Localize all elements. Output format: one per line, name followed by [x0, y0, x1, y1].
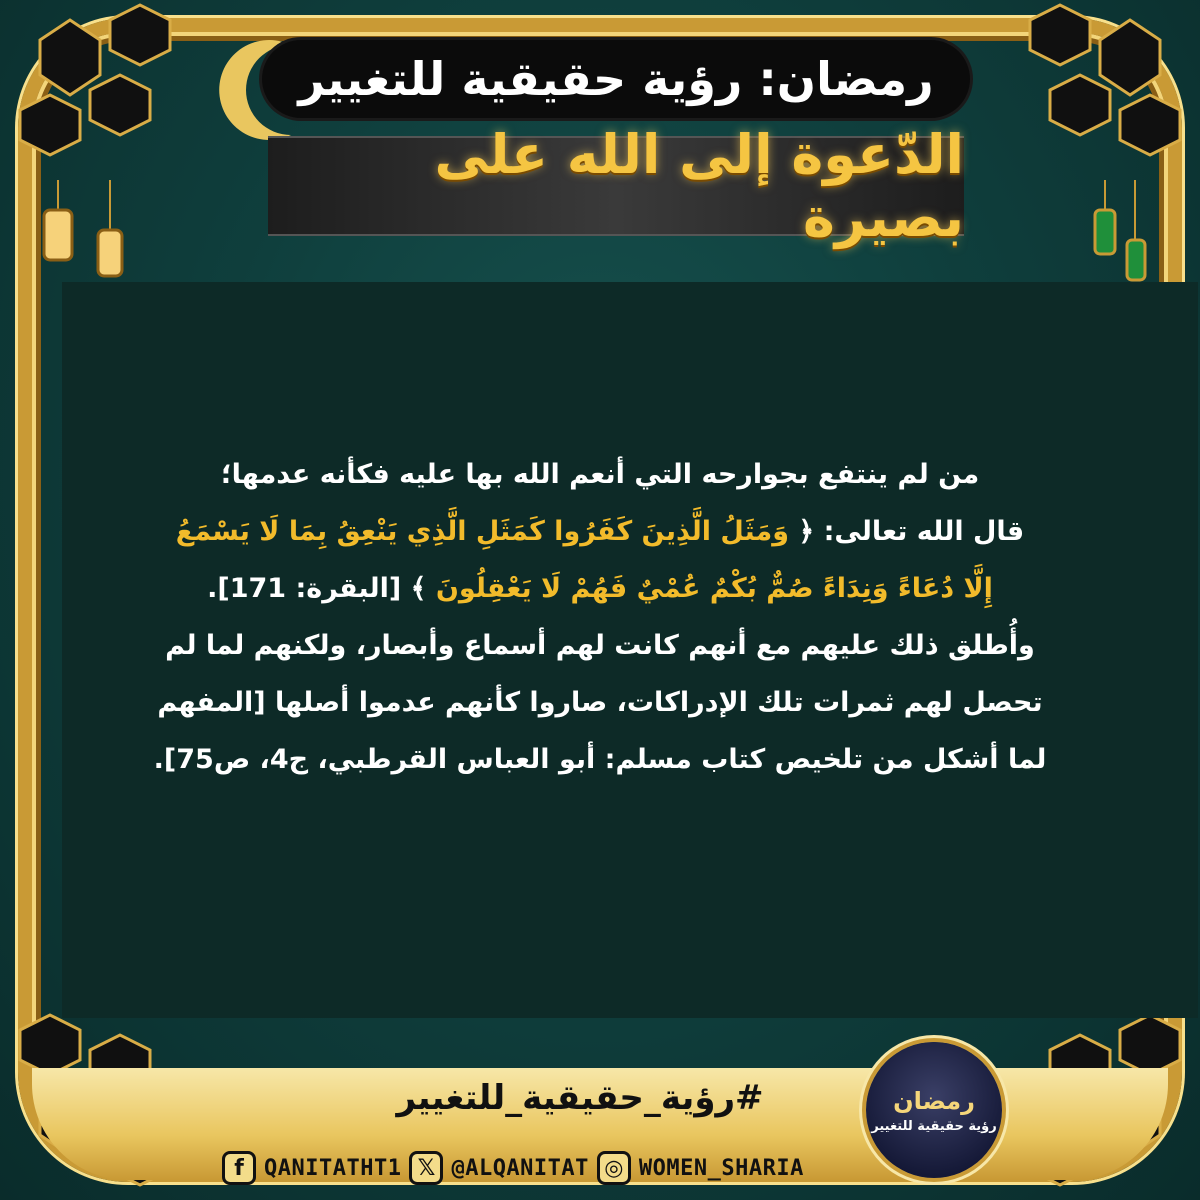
badge-subtitle: رؤية حقيقية للتغيير — [871, 1118, 997, 1134]
facebook-handle[interactable]: QANITATHT1 — [264, 1155, 402, 1181]
logo-badge — [866, 1042, 1002, 1178]
social-links — [222, 1148, 804, 1188]
quran-verse-part-2: إِلَّا دُعَاءً وَنِدَاءً صُمٌّ بُكْمٌ عُمْيٌ فَهُمْ لَا يَعْقِلُونَ — [435, 573, 993, 604]
ornament-top-left — [0, 0, 210, 210]
text-line-2 — [100, 503, 1100, 560]
quote-intro: قال الله تعالى: ﴿ — [798, 516, 1025, 547]
page-title: رمضان: رؤية حقيقية للتغيير — [298, 52, 934, 106]
facebook-icon[interactable]: f — [222, 1151, 256, 1185]
text-line-3 — [100, 560, 1100, 617]
subtitle-bar — [268, 123, 964, 249]
verse-reference: ﴾ [البقرة: 171]. — [207, 573, 427, 604]
text-line-1: من لم ينتفع بجوارحه التي أنعم الله بها عليه فكأنه عدمها؛ — [220, 459, 980, 490]
title-bar — [262, 40, 970, 118]
badge-title: رمضان — [893, 1086, 975, 1115]
hashtag: #رؤية_حقيقية_للتغيير — [396, 1078, 764, 1118]
text-line-6: لما أشكل من تلخيص كتاب مسلم: أبو العباس القرطبي، ج4، ص75]. — [153, 744, 1047, 775]
x-twitter-icon[interactable]: 𝕏 — [409, 1151, 443, 1185]
text-line-4: وأُطلق ذلك عليهم مع أنهم كانت لهم أسماع وأبصار، ولكنهم لما لم — [165, 630, 1035, 661]
content-text — [100, 446, 1100, 788]
page-subtitle: الدّعوة إلى الله على بصيرة — [434, 123, 964, 249]
x-handle[interactable]: @ALQANITAT — [451, 1155, 589, 1181]
text-line-5: تحصل لهم ثمرات تلك الإدراكات، صاروا كأنهم عدموا أصلها [المفهم — [157, 687, 1043, 718]
quran-verse-part-1: وَمَثَلُ الَّذِينَ كَفَرُوا كَمَثَلِ الَّذِي يَنْعِقُ بِمَا لَا يَسْمَعُ — [175, 516, 789, 547]
ornament-top-right — [990, 0, 1200, 210]
instagram-icon[interactable]: ◎ — [597, 1151, 631, 1185]
instagram-handle[interactable]: WOMEN_SHARIA — [638, 1155, 804, 1181]
